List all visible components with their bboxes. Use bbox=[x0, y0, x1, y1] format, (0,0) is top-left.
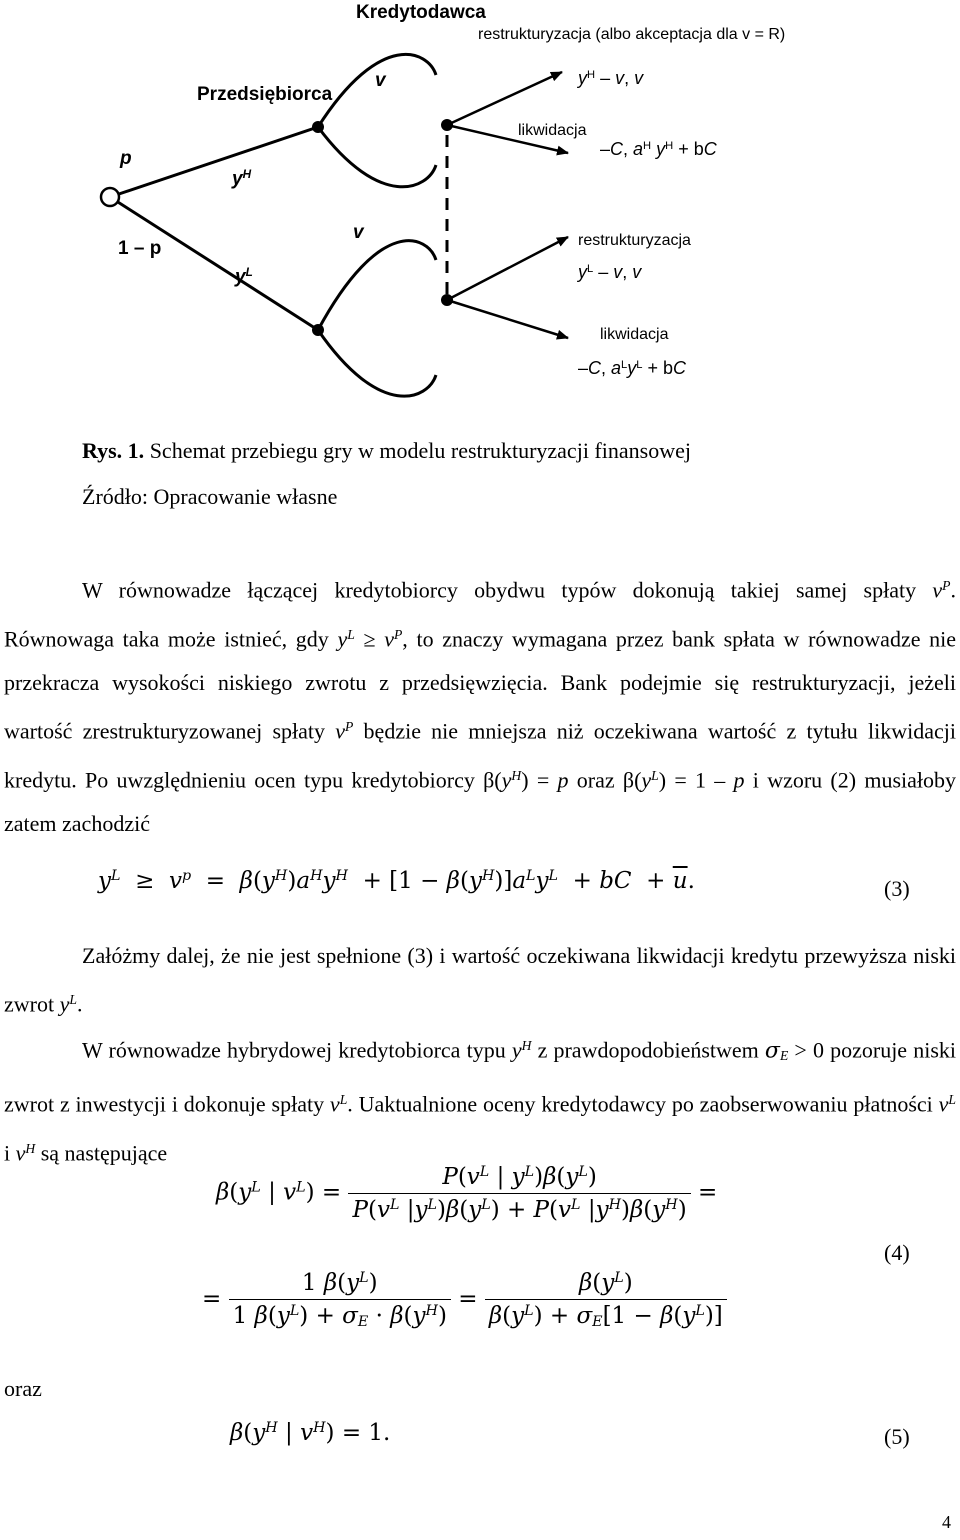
arrow-restructure-bottom bbox=[447, 237, 568, 300]
creditor-label: Kredytodawca bbox=[356, 2, 486, 23]
arc-v-bottom bbox=[318, 241, 436, 330]
arc-v-bottom-return bbox=[318, 330, 436, 396]
game-tree-figure bbox=[0, 0, 960, 420]
arc-v-top-return bbox=[318, 127, 436, 187]
liquidation-top-label: likwidacja bbox=[518, 122, 587, 139]
figure-title: Schemat przebiegu gry w modelu restrukturyzacji finansowej bbox=[149, 438, 691, 463]
branch-p bbox=[110, 127, 318, 197]
equation-3: $y^L \ge v^p = \beta(y^H)a^Hy^H + [1 - \beta(y^H)]a^Ly^L$ + bC + $\overline{u}$. bbox=[98, 868, 695, 894]
equation-4-number: (4) bbox=[884, 1240, 910, 1265]
payoff-liquidation-top: –C, $a^H$ $y^H$ + bC bbox=[600, 139, 717, 159]
paragraph-pooling: W równowadze łączącej kredytobiorcy obydwu typów dokonują takiej samej spłaty $v^P$. Równowaga taka może istnieć, gdy $y^L \ge v^P$, to znaczy wymagana przez bank spłata w równowadze nie przekracza wysokości niskiego zwrotu z przedsięwzięcia. Bank podejmie się restrukturyzacji, jeżeli wartość zrestrukturyzowanej spłaty $v^P$ będzie nie mniejsza niż oczekiwana wartość z tytułu likwidacji kredytu. Po uwzględnieniu ocen typu kredytobiorcy $\beta(y^H) = p$ oraz $\beta(y^L) = 1 - p$ i wzoru (2) musiałoby zatem zachodzić bbox=[4, 577, 957, 836]
equation-3-number: (3) bbox=[884, 876, 910, 901]
payoff-top: $y^H$ – v, v bbox=[578, 68, 644, 88]
arrow-liquidate-bottom bbox=[447, 300, 568, 338]
entrepreneur-label: Przedsiębiorca bbox=[197, 84, 333, 105]
v-bottom-label: v bbox=[353, 222, 364, 243]
oraz-word: oraz bbox=[4, 1376, 42, 1401]
yH-label: $y^H$ bbox=[232, 168, 252, 190]
restructuring-bottom-label: restrukturyzacja bbox=[578, 232, 691, 249]
node-yL bbox=[312, 324, 324, 336]
paragraph-hybrid: W równowadze hybrydowej kredytobiorca typu $y^H$ z prawdopodobieństwem $\sigma_E > 0$ pozoruje niski zwrot z inwestycji i dokonuje spłaty $v^L$. Uaktualnione oceny kredytodawcy po zaobserwowaniu płatności $v^L$ i $v^H$ są następujące bbox=[4, 1037, 956, 1166]
page-number: 4 bbox=[942, 1512, 951, 1532]
v-top-label: v bbox=[375, 70, 386, 91]
equation-5-number: (5) bbox=[884, 1424, 910, 1449]
payoff-liquidation-bottom: –C, $a^Ly^L$ + bC bbox=[578, 358, 687, 378]
one-minus-p-label: 1 – p bbox=[118, 238, 162, 259]
branch-1-minus-p bbox=[110, 197, 318, 330]
yL-label: $y^L$ bbox=[235, 266, 253, 288]
node-creditor-bottom bbox=[441, 294, 453, 306]
payoff-bottom: $y^L$ – v, v bbox=[578, 262, 642, 282]
figure-caption bbox=[82, 438, 691, 464]
liquidation-bottom-label: likwidacja bbox=[600, 326, 669, 343]
equation-4-line-2: = $\frac{1 \beta(y^L)}{1 \beta(y^L) + \sigma_E \cdot \beta(y^H)}$ = $\frac{\beta(y^L)}{\beta(y^L) + \sigma_E[1 - \beta(y^L)]}$ bbox=[202, 1270, 727, 1330]
paragraph-assumption: Załóżmy dalej, że nie jest spełnione (3) i wartość oczekiwana likwidacji kredytu przewyższa niski zwrot $y^L$. bbox=[4, 943, 956, 1017]
arrow-restructure-top bbox=[447, 72, 562, 125]
equation-5: $\beta(y^H$ | $v^H) = 1$. bbox=[230, 1420, 391, 1446]
root-node bbox=[101, 188, 119, 206]
p-label: p bbox=[120, 148, 132, 169]
top-restructuring-label: restrukturyzacja (albo akceptacja dla v = R) bbox=[478, 26, 786, 43]
figure-source: Źródło: Opracowanie własne bbox=[82, 484, 338, 509]
figure-number: Rys. 1. bbox=[82, 438, 145, 463]
node-creditor-top bbox=[441, 119, 453, 131]
node-yH bbox=[312, 121, 324, 133]
equation-4-line-1: $\beta(y^L$ | $v^L$) = $\frac{P(v^L | y^L)\beta(y^L)}{P(v^L |y^L)\beta(y^L) + P(v^L |y^H)\beta(y^H)}$ = bbox=[216, 1164, 718, 1223]
